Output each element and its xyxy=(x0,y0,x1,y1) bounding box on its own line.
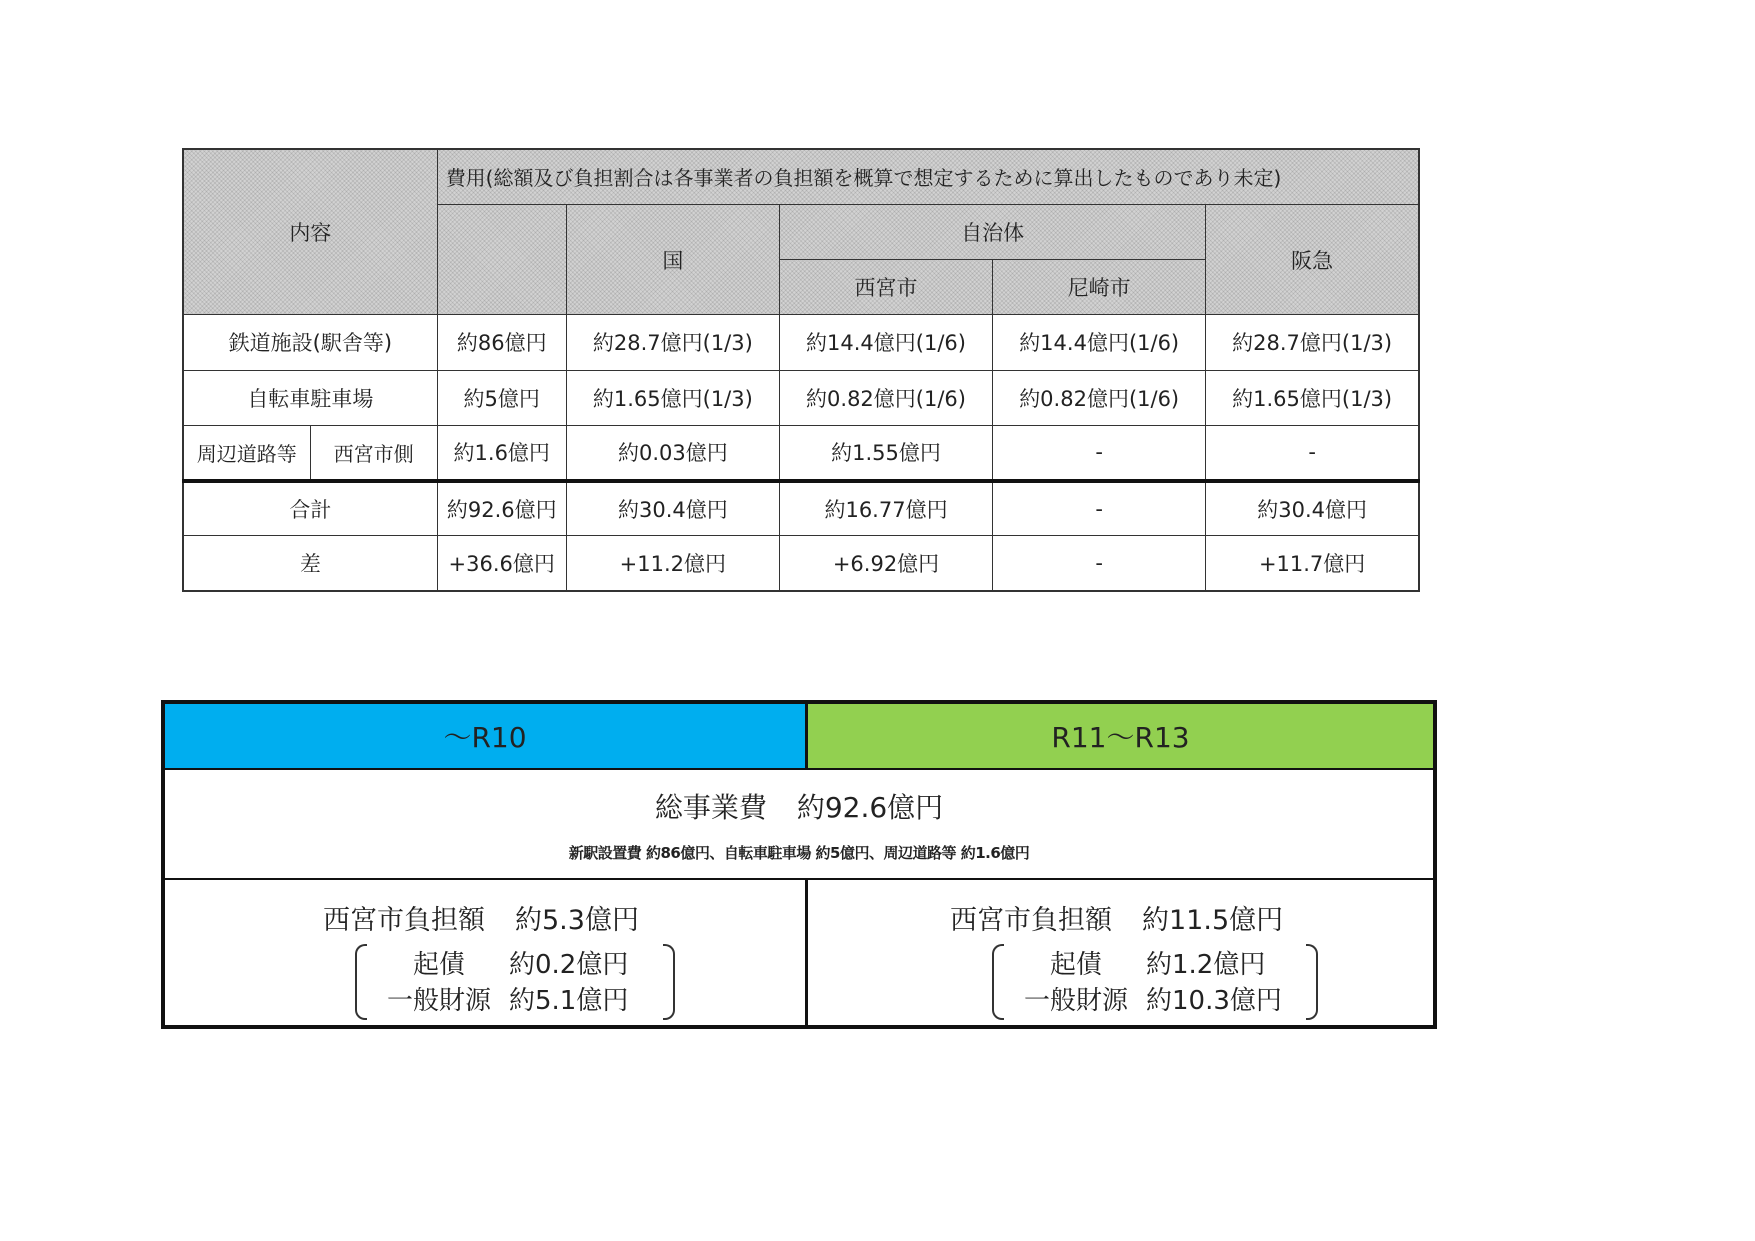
bond-label: 起債 xyxy=(1049,950,1102,980)
total-row xyxy=(183,481,1419,536)
burden-detail xyxy=(355,942,675,1018)
schedule-table xyxy=(161,700,1437,1029)
cell-nishinomiya: 約1.55億円 xyxy=(779,425,992,480)
phase-row xyxy=(165,704,1433,770)
total-project-cost xyxy=(165,770,1433,880)
national-header: 国 xyxy=(566,204,779,315)
row-label: 自転車駐車場 xyxy=(183,370,437,425)
cost-header: 費用(総額及び負担割合は各事業者の負担額を概算で想定するために算出したものであり未定) xyxy=(437,149,1419,204)
table-row xyxy=(183,370,1419,425)
hankyu-header: 阪急 xyxy=(1206,204,1419,315)
cell-hankyu: - xyxy=(1206,425,1419,480)
bond-label: 起債 xyxy=(412,950,465,980)
phase-1-header: ～R10 xyxy=(165,704,808,768)
cell-hankyu: +11.7億円 xyxy=(1206,536,1419,591)
general-fund-value: 約5.1億円 xyxy=(509,986,629,1016)
cell-total: +36.6億円 xyxy=(437,536,566,591)
row-label: 合計 xyxy=(183,481,437,536)
left-brace xyxy=(355,944,367,1020)
burden-label: 西宮市負担額 xyxy=(950,905,1112,936)
table-row xyxy=(183,425,1419,480)
cell-national: 約0.03億円 xyxy=(566,425,779,480)
general-fund-label: 一般財源 xyxy=(1023,986,1128,1016)
cell-amagasaki: 約0.82億円(1/6) xyxy=(993,370,1206,425)
content-header: 内容 xyxy=(183,149,437,315)
row-label: 差 xyxy=(183,536,437,591)
bond-value: 約0.2億円 xyxy=(509,950,629,980)
row-sublabel: 西宮市側 xyxy=(310,425,437,480)
total-column-header xyxy=(437,204,566,315)
row-label: 鉄道施設(駅舎等) xyxy=(183,315,437,370)
right-brace xyxy=(663,944,675,1020)
cell-total: 約5億円 xyxy=(437,370,566,425)
cost-table xyxy=(182,148,1420,592)
table-row xyxy=(183,315,1419,370)
difference-row xyxy=(183,536,1419,591)
cell-amagasaki: - xyxy=(993,425,1206,480)
cell-total: 約92.6億円 xyxy=(437,481,566,536)
right-brace xyxy=(1306,944,1318,1020)
cell-nishinomiya: 約0.82億円(1/6) xyxy=(779,370,992,425)
burden-detail xyxy=(992,942,1318,1018)
cell-national: +11.2億円 xyxy=(566,536,779,591)
total-value: 約92.6億円 xyxy=(796,791,944,824)
cell-nishinomiya: 約14.4億円(1/6) xyxy=(779,315,992,370)
phase-2-header: R11～R13 xyxy=(808,704,1433,768)
nishinomiya-header: 西宮市 xyxy=(779,260,992,315)
burden-value: 約11.5億円 xyxy=(1142,905,1284,936)
burden-label: 西宮市負担額 xyxy=(323,905,485,936)
cost-breakdown: 新駅設置費 約86億円、自転車駐車場 約5億円、周辺道路等 約1.6億円 xyxy=(568,844,1030,862)
amagasaki-header: 尼崎市 xyxy=(993,260,1206,315)
cell-amagasaki: - xyxy=(993,481,1206,536)
burden-row xyxy=(165,880,1433,1025)
cell-hankyu: 約1.65億円(1/3) xyxy=(1206,370,1419,425)
cell-national: 約1.65億円(1/3) xyxy=(566,370,779,425)
cell-total: 約1.6億円 xyxy=(437,425,566,480)
cell-total: 約86億円 xyxy=(437,315,566,370)
row-label: 周辺道路等 xyxy=(183,425,310,480)
local-gov-header: 自治体 xyxy=(779,204,1205,259)
cell-hankyu: 約28.7億円(1/3) xyxy=(1206,315,1419,370)
bond-value: 約1.2億円 xyxy=(1146,950,1266,980)
cell-national: 約28.7億円(1/3) xyxy=(566,315,779,370)
general-fund-value: 約10.3億円 xyxy=(1146,986,1282,1016)
total-label: 総事業費 xyxy=(654,791,767,824)
cell-amagasaki: - xyxy=(993,536,1206,591)
cell-hankyu: 約30.4億円 xyxy=(1206,481,1419,536)
burden-phase-1 xyxy=(165,880,808,1025)
cell-national: 約30.4億円 xyxy=(566,481,779,536)
left-brace xyxy=(992,944,1004,1020)
cell-nishinomiya: +6.92億円 xyxy=(779,536,992,591)
cell-nishinomiya: 約16.77億円 xyxy=(779,481,992,536)
general-fund-label: 一般財源 xyxy=(386,986,491,1016)
cell-amagasaki: 約14.4億円(1/6) xyxy=(993,315,1206,370)
burden-value: 約5.3億円 xyxy=(515,905,639,936)
burden-phase-2 xyxy=(808,880,1433,1025)
